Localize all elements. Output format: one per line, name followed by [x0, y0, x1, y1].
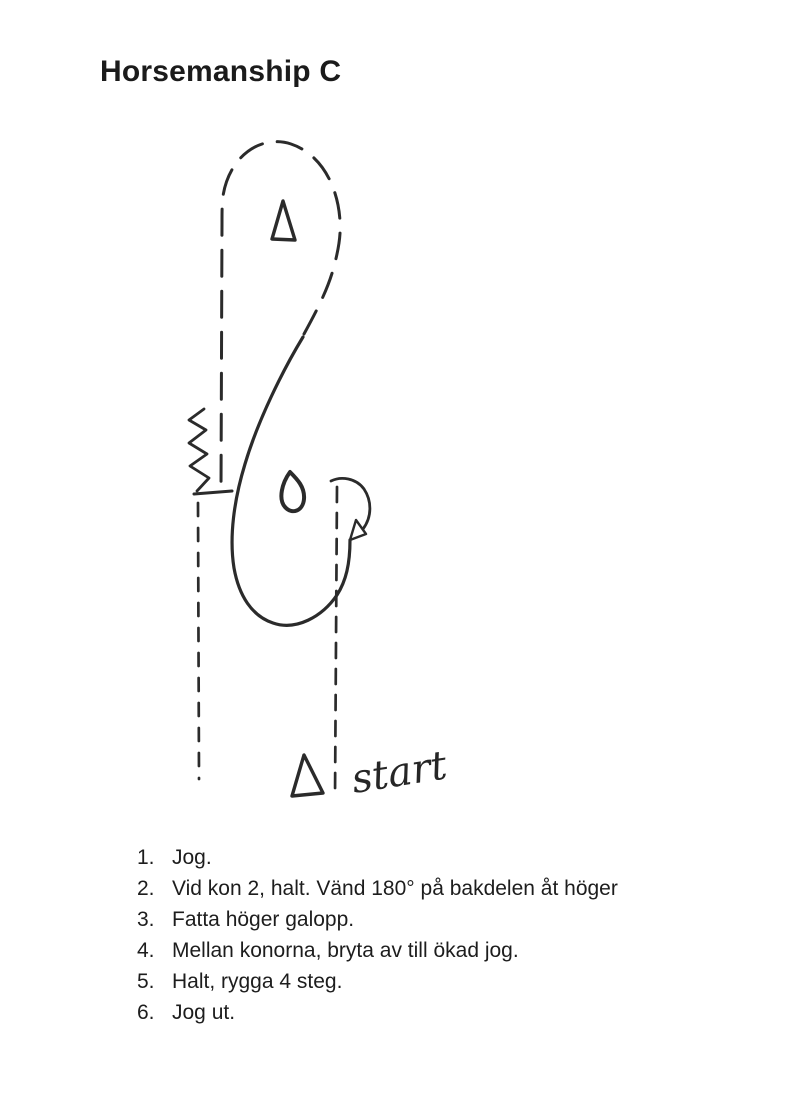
- instruction-text: Halt, rygga 4 steg.: [172, 970, 343, 993]
- instruction-number: 1.: [137, 846, 155, 869]
- cone-3-icon: [272, 201, 295, 240]
- start-label: start: [348, 742, 451, 803]
- instruction-text: Jog.: [172, 846, 212, 869]
- turn-arrow-head-icon: [350, 520, 366, 540]
- instruction-number: 5.: [137, 970, 155, 993]
- instruction-item: [137, 935, 618, 966]
- instruction-item: [137, 873, 618, 904]
- back-up-zigzag-icon: [189, 409, 209, 491]
- instruction-number: 4.: [137, 939, 155, 962]
- instruction-item: [137, 966, 618, 997]
- instruction-text: Fatta höger galopp.: [172, 908, 355, 931]
- back-up-base-line: [194, 491, 232, 494]
- instruction-item: [137, 997, 618, 1028]
- instruction-item: [137, 842, 618, 873]
- start-line: [335, 487, 337, 798]
- cone-2-icon: [281, 472, 304, 511]
- cone-1-icon: [292, 755, 323, 796]
- instruction-number: 6.: [137, 1001, 155, 1024]
- instruction-item: [137, 904, 618, 935]
- instruction-text: Jog ut.: [172, 1001, 236, 1024]
- exit-line: [198, 503, 199, 779]
- jog-loop-path: [221, 142, 340, 490]
- instruction-number: 2.: [137, 877, 155, 900]
- instruction-number: 3.: [137, 908, 155, 931]
- instruction-text: Vid kon 2, halt. Vänd 180° på bakdelen åt höger: [172, 877, 618, 900]
- page-title: Horsemanship C: [100, 55, 342, 88]
- instruction-text: Mellan konorna, bryta av till ökad jog.: [172, 939, 519, 962]
- instructions-list: [137, 842, 618, 1028]
